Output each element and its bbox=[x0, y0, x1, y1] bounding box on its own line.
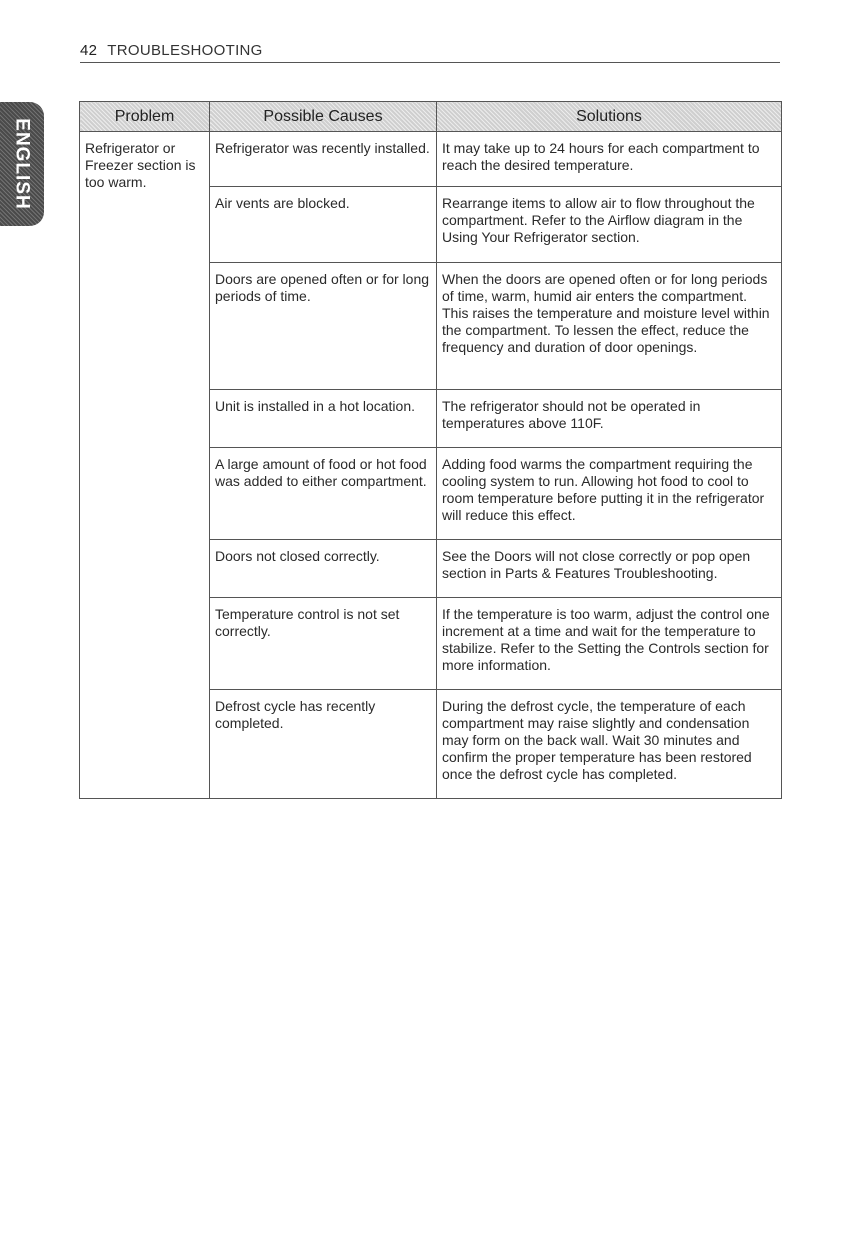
page-number: 42 bbox=[80, 42, 98, 59]
solution-cell: When the doors are opened often or for long periods of time, warm, humid air enters the compartment. This raises the temperature and moisture level within the compartment. To lessen the effect, reduce the frequency and duration of door openings. bbox=[437, 263, 782, 390]
troubleshooting-table bbox=[79, 101, 782, 799]
cause-cell: Refrigerator was recently installed. bbox=[210, 132, 437, 187]
solution-cell: Adding food warms the compartment requiring the cooling system to run. Allowing hot food to cool to room temperature before putting it in the refrigerator will reduce this effect. bbox=[437, 448, 782, 540]
language-tab bbox=[0, 102, 44, 226]
page-header bbox=[80, 42, 780, 63]
solution-cell: If the temperature is too warm, adjust the control one increment at a time and wait for the temperature to stabilize. Refer to the Setting the Controls section for more information. bbox=[437, 598, 782, 690]
cause-cell: Air vents are blocked. bbox=[210, 187, 437, 263]
cause-cell: A large amount of food or hot food was added to either compartment. bbox=[210, 448, 437, 540]
cause-cell: Doors not closed correctly. bbox=[210, 540, 437, 598]
solution-cell: It may take up to 24 hours for each compartment to reach the desired temperature. bbox=[437, 132, 782, 187]
column-header-solutions: Solutions bbox=[437, 102, 782, 132]
table-row bbox=[80, 132, 782, 187]
solution-cell: See the Doors will not close correctly or pop open section in Parts & Features Troubleshooting. bbox=[437, 540, 782, 598]
cause-cell: Temperature control is not set correctly. bbox=[210, 598, 437, 690]
language-tab-label: ENGLISH bbox=[12, 118, 34, 210]
problem-cell: Refrigerator or Freezer section is too warm. bbox=[80, 132, 210, 799]
cause-cell: Defrost cycle has recently completed. bbox=[210, 690, 437, 799]
section-title: TROUBLESHOOTING bbox=[107, 42, 263, 59]
column-header-problem: Problem bbox=[80, 102, 210, 132]
cause-cell: Unit is installed in a hot location. bbox=[210, 390, 437, 448]
column-header-causes: Possible Causes bbox=[210, 102, 437, 132]
cause-cell: Doors are opened often or for long periods of time. bbox=[210, 263, 437, 390]
solution-cell: Rearrange items to allow air to flow throughout the compartment. Refer to the Airflow diagram in the Using Your Refrigerator section. bbox=[437, 187, 782, 263]
table-header-row bbox=[80, 102, 782, 132]
solution-cell: During the defrost cycle, the temperature of each compartment may raise slightly and condensation may form on the back wall. Wait 30 minutes and confirm the proper temperature has been restored once the defrost cycle has completed. bbox=[437, 690, 782, 799]
solution-cell: The refrigerator should not be operated in temperatures above 110F. bbox=[437, 390, 782, 448]
